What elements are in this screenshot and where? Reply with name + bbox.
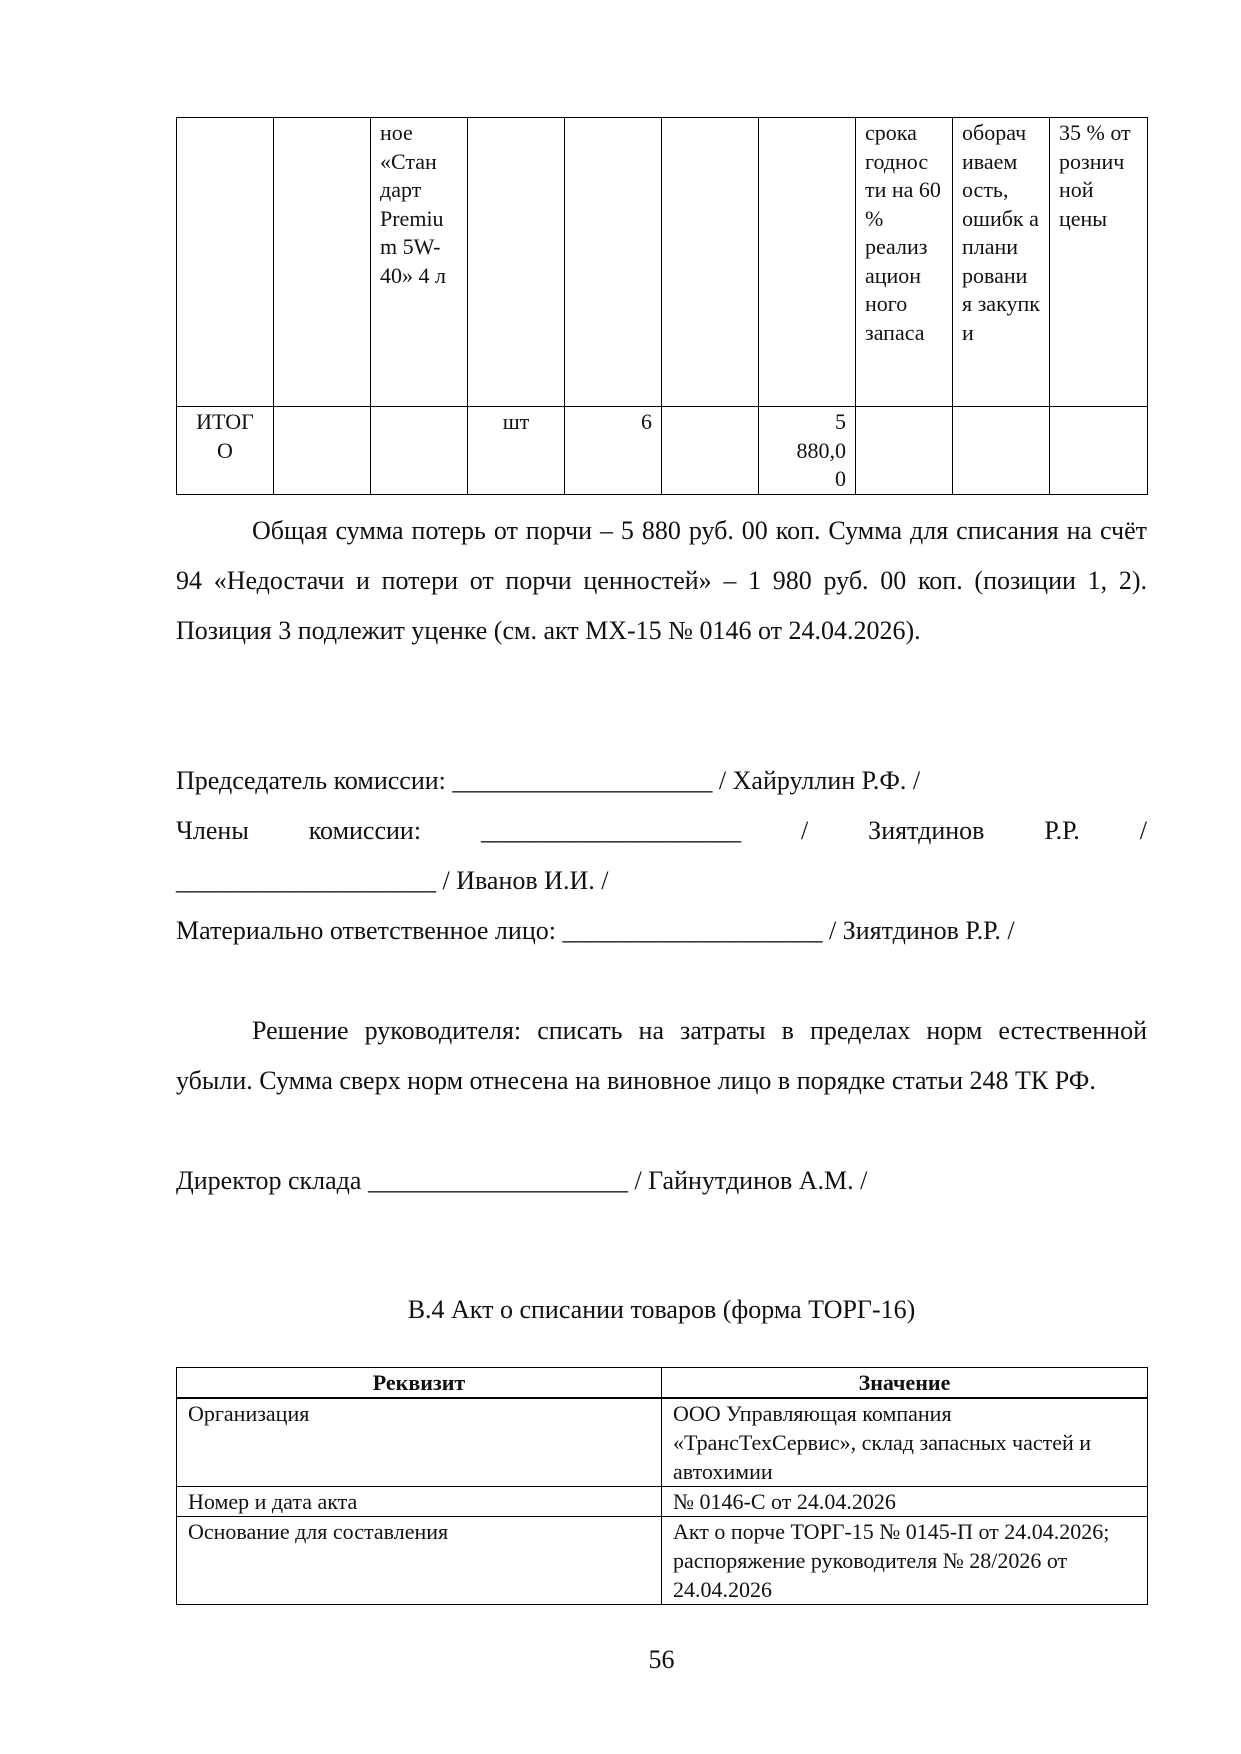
- total-label: ИТОГ О: [177, 407, 274, 495]
- director-signature: Директор склада ____________________ / Гайнутдинов А.М. /: [176, 1166, 868, 1195]
- total-row: [177, 407, 1148, 495]
- table-cell: 35 % от рознич ной цены: [1050, 118, 1148, 407]
- requisites-table: [176, 1367, 1148, 1605]
- table-cell: [953, 407, 1050, 495]
- member2-signature: ____________________ / Иванов И.И. /: [176, 866, 609, 895]
- table-row: [177, 1517, 1148, 1605]
- members-word: Зиятдинов: [868, 816, 985, 845]
- decision-paragraph: Решение руководителя: списать на затраты в пределах норм естественной убыли. Сумма сверх норм отнесена на виновное лицо в порядке статьи 248 ТК РФ.: [176, 1016, 1147, 1095]
- requisite-name: Организация: [177, 1398, 662, 1487]
- table-cell: [856, 407, 953, 495]
- loss-summary-paragraph: Общая сумма потерь от порчи – 5 880 руб. 00 коп. Сумма для списания на счёт 94 «Недостачи и потери от порчи ценностей» – 1 980 руб. 00 коп. (позиции 1, 2). Позиция 3 подлежит уценке (см. акт МХ-15 № 0146 от 24.04.2026).: [176, 516, 1147, 645]
- requisite-value: № 0146-С от 24.04.2026: [662, 1487, 1148, 1517]
- table-cell: [274, 407, 371, 495]
- table-cell: [759, 118, 856, 407]
- table-cell: [371, 407, 468, 495]
- members-word: /: [1139, 816, 1147, 845]
- requisite-value: Акт о порче ТОРГ-15 № 0145-П от 24.04.2026; распоряжение руководителя № 28/2026 от 24.04.2026: [662, 1517, 1148, 1605]
- table-cell: [662, 407, 759, 495]
- table-cell: [565, 118, 662, 407]
- continuation-table: [176, 117, 1148, 495]
- requisite-name: Номер и дата акта: [177, 1487, 662, 1517]
- table-cell: ное «Стан дарт Premiu m 5W-40» 4 л: [371, 118, 468, 407]
- table-cell: [274, 118, 371, 407]
- table-row: [177, 118, 1148, 407]
- table-cell: оборач иваем ость, ошибк а плани ровани я закупк и: [953, 118, 1050, 407]
- requisite-name: Основание для составления: [177, 1517, 662, 1605]
- unit-cell: шт: [468, 407, 565, 495]
- table-row: [177, 1487, 1148, 1517]
- table-cell: [177, 118, 274, 407]
- table-cell: срока годнос ти на 60 % реализ ацион ного запаса: [856, 118, 953, 407]
- table-cell: [1050, 407, 1148, 495]
- members-signature: [176, 806, 1147, 856]
- table-cell: [662, 118, 759, 407]
- members-word: Члены: [176, 816, 249, 845]
- members-word: /: [800, 816, 809, 845]
- column-header: Значение: [662, 1368, 1148, 1399]
- members-word: Р.Р.: [1044, 816, 1080, 845]
- section-title: В.4 Акт о списании товаров (форма ТОРГ-16): [407, 1295, 916, 1324]
- column-header: Реквизит: [177, 1368, 662, 1399]
- table-header-row: [177, 1368, 1148, 1399]
- members-word: комиссии:: [308, 816, 422, 845]
- chairman-signature: Председатель комиссии: ____________________ / Хайруллин Р.Ф. /: [176, 766, 921, 795]
- page-number: 56: [648, 1645, 675, 1674]
- table-row: [177, 1398, 1148, 1487]
- members-word: ____________________: [481, 816, 742, 845]
- quantity-cell: 6: [565, 407, 662, 495]
- sum-cell: 5 880,00: [759, 407, 856, 495]
- responsible-signature: Материально ответственное лицо: ____________________ / Зиятдинов Р.Р. /: [176, 916, 1015, 945]
- table-cell: [468, 118, 565, 407]
- requisite-value: ООО Управляющая компания «ТрансТехСервис», склад запасных частей и автохимии: [662, 1398, 1148, 1487]
